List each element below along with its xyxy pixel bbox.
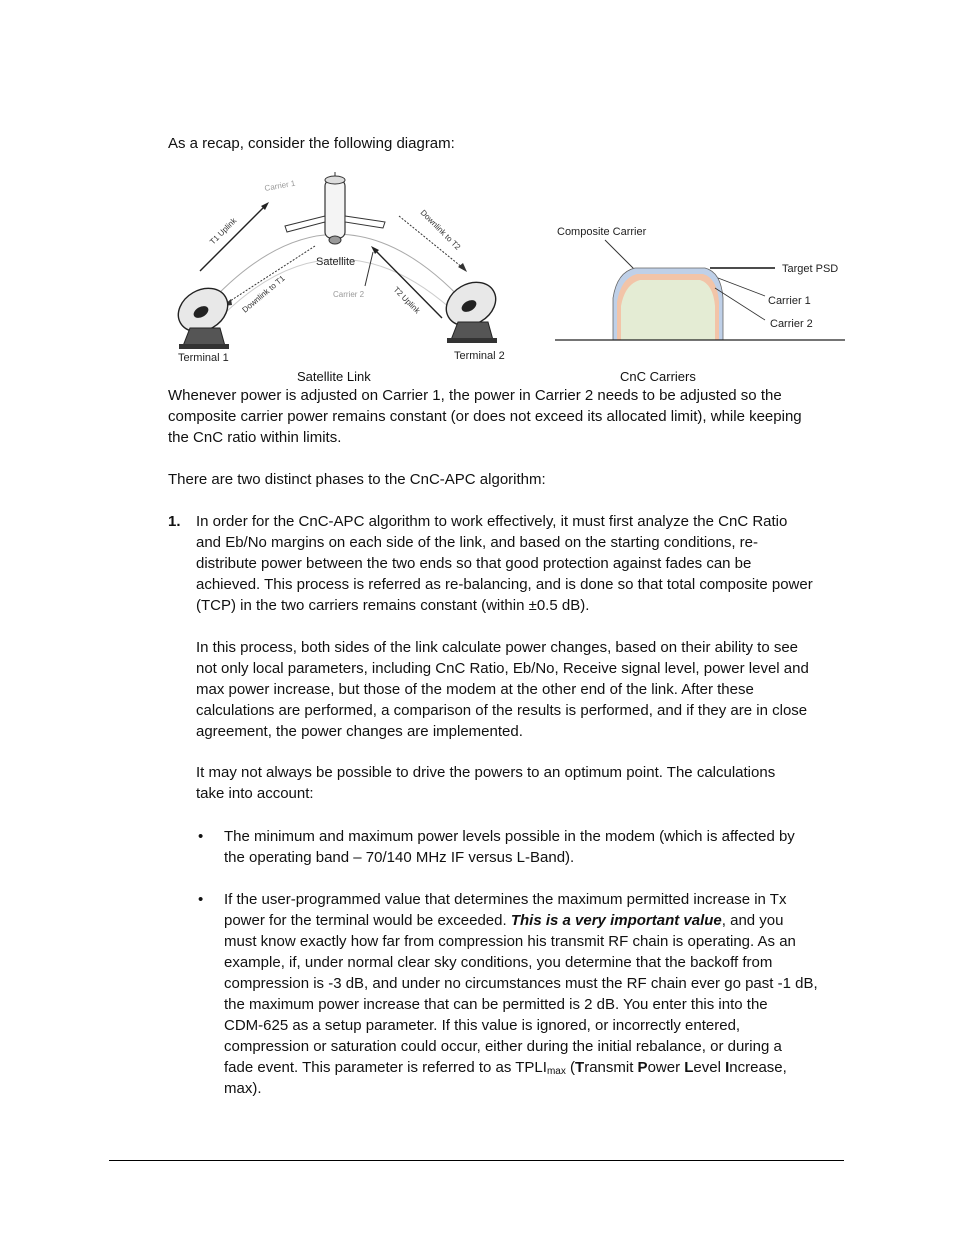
text-line: the maximum power increase that can be permitted is 2 dB. You enter this into the [224,996,768,1013]
paragraph-carrier-adjust [168,385,802,448]
terminal2-dish-icon [438,274,503,343]
cnc-carriers-caption: CnC Carriers [620,369,696,384]
text-line: Whenever power is adjusted on Carrier 1, the power in Carrier 2 needs to be adjusted so the [168,387,782,404]
terminal1-dish-icon [170,280,235,349]
terminal2-label: Terminal 2 [454,350,505,362]
text-line: distribute power between the two ends so that good protection against fades can be [196,555,752,572]
target-psd-label: Target PSD [782,263,839,275]
bullet-icon: • [198,828,204,845]
text-line: If the user-programmed value that determines the maximum permitted increase in Tx [224,891,787,908]
list-number: 1. [168,513,181,530]
text-line: take into account: [196,785,314,802]
bullet1-text [224,826,795,868]
intro-text: As a recap, consider the following diagram: [168,135,455,152]
satellite-link-diagram [170,172,504,384]
bullet-icon: • [198,891,204,908]
bullet2-text [224,889,844,1099]
satellite-cnc-diagram [165,168,850,388]
text-line: the CnC ratio within limits. [168,429,342,446]
text-line: max power increase, but those of the modem at the other end of the link. After these [196,681,754,698]
text-line: calculations are performed, a comparison of the results is performed, and if they are in close [196,702,808,719]
terminal1-label: Terminal 1 [178,352,229,364]
cnc-carrier2-label: Carrier 2 [770,318,813,330]
text-line: CDM-625 as a setup parameter. If this value is ignored, or incorrectly entered, [224,1017,741,1034]
satellite-icon [285,172,385,244]
text-line: must know exactly how far from compression his transmit RF chain is operating. As an [224,933,796,950]
text-line: fade event. This parameter is referred to as $TPLI_{max}$ (Transmit Power Level Increase, [224,1059,787,1077]
text-line: the operating band – 70/140 MHz IF versus L-Band). [224,849,575,866]
text-line: example, if, under normal clear sky conditions, you determine that the backoff from [224,954,773,971]
t2-uplink-label: T2 Uplink [391,285,422,316]
footer-divider [109,1160,844,1161]
text-line: not only local parameters, including CnC Ratio, Eb/No, Receive signal level, power level and [196,660,809,677]
text-line: compression is -3 dB, and under no circumstances must the RF chain ever go past -1 dB, [224,975,818,992]
t1-uplink-label: T1 Uplink [208,216,239,247]
text-line: (TCP) in the two carriers remains constant (within ±0.5 dB). [196,597,590,614]
text-line: agreement, the power changes are implemented. [196,723,523,740]
downlink-t2-label: Downlink to T2 [418,208,463,252]
downlink-t1-label: Downlink to T1 [240,273,287,315]
cnc-carriers-diagram [555,226,845,384]
item1-paragraph-3 [196,762,775,804]
satellite-label: Satellite [316,256,356,268]
carrier2-label: Carrier 2 [333,290,365,299]
carrier2-shape [621,280,715,340]
text-line: and Eb/No margins on each side of the link, and based on the starting conditions, re- [196,534,759,551]
text-line: max). [224,1080,262,1097]
emphasis-text: This is a very important value [510,912,722,929]
text-line: achieved. This process is referred as re-balancing, and is done so that total composite power [196,576,813,593]
text-line: In order for the CnC-APC algorithm to work effectively, it must first analyze the CnC Ratio [196,513,788,530]
cnc-carrier1-label: Carrier 1 [768,295,811,307]
text-line: It may not always be possible to drive the powers to an optimum point. The calculations [196,764,776,781]
text-line: compression or saturation could occur, either during the initial rebalance, or during a [224,1038,782,1055]
text-line: composite carrier power remains constant (or does not exceed its allocated limit), while keeping [168,408,802,425]
paragraph-phases: There are two distinct phases to the CnC-APC algorithm: [168,471,546,488]
carrier1-label: Carrier 1 [263,178,296,193]
text-line: In this process, both sides of the link calculate power changes, based on their ability to see [196,639,799,656]
text-line: The minimum and maximum power levels possible in the modem (which is affected by [224,828,795,845]
item1-paragraph-2 [196,637,809,742]
satellite-link-caption: Satellite Link [297,369,371,384]
composite-carrier-label: Composite Carrier [557,226,647,238]
item1-paragraph [196,511,813,616]
text-line: power for the terminal would be exceeded. This is a very important value, and you [224,912,784,929]
